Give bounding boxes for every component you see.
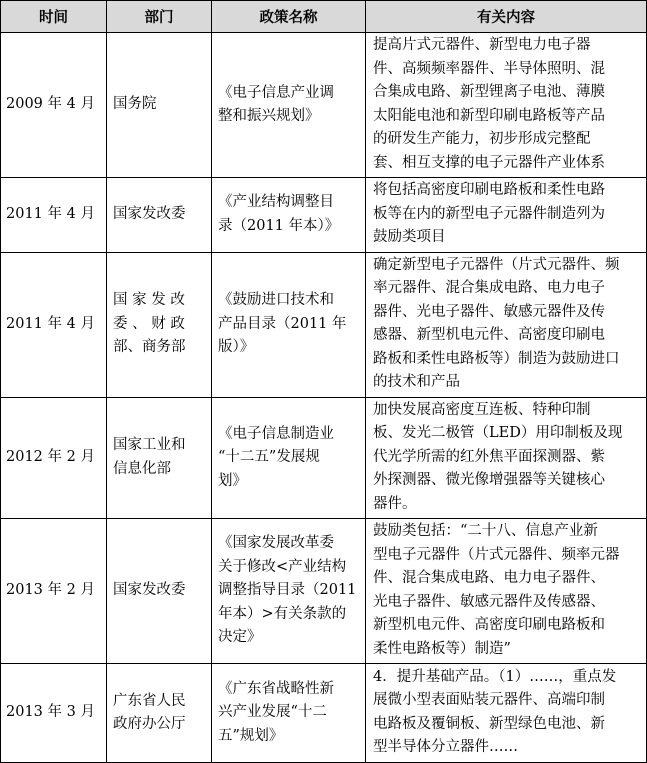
cell-department — [107, 178, 212, 253]
policy-line: 五”规划》 — [218, 727, 284, 744]
table-row — [1, 664, 647, 763]
content-line: 的技术和产品 — [373, 374, 460, 390]
table-row — [1, 252, 647, 397]
department-line: 政府办公厅 — [113, 716, 186, 732]
content-line: 代光学所需的红外焦平面探测器、紫 — [373, 448, 605, 465]
content-line: 新型机电元件、高密度印刷电路板和 — [373, 617, 605, 633]
header-department: 部门 — [107, 1, 212, 33]
cell-content — [366, 33, 647, 178]
cell-time: 2009 年 4 月 — [1, 33, 107, 178]
policy-line: 《电子信息制造业 — [218, 425, 334, 442]
cell-policy-name — [212, 664, 366, 763]
policy-line: 产品目录（2011 年 — [218, 315, 347, 332]
policy-line: 整和振兴规划》 — [218, 108, 320, 124]
header-row — [1, 1, 647, 33]
content-line: 器件。 — [373, 495, 417, 512]
content-line: 的研发生产能力，初步形成完整配 — [373, 131, 591, 147]
cell-time: 2013 年 3 月 — [1, 664, 107, 763]
content-line: 板等在内的新型电子元器件制造列为 — [373, 205, 605, 222]
content-line: 路板和柔性电路板等）制造为鼓励进口 — [373, 350, 620, 367]
cell-policy-name — [212, 178, 366, 253]
content-line: 套、相互支撑的电子元器件产业体系 — [373, 154, 605, 171]
department-line: 国 家 发 改 — [113, 292, 185, 309]
department-line: 委 、 财 政 — [113, 315, 185, 332]
content-line: 电路板及覆铜板、新型绿色电池、新 — [373, 715, 605, 732]
cell-department — [107, 664, 212, 763]
policy-line: 版）》 — [218, 339, 255, 356]
policy-line: 《国家发展改革委 — [218, 535, 334, 552]
policy-line: 划》 — [218, 472, 247, 489]
cell-content — [366, 519, 647, 664]
content-line: 将包括高密度印刷电路板和柔性电路 — [373, 182, 605, 198]
content-line: 型半导体分立器件…… — [373, 739, 518, 755]
policy-line: 年本）>有关条款的 — [218, 605, 347, 622]
cell-time: 2011 年 4 月 — [1, 252, 107, 397]
policy-line: 《鼓励进口技术和 — [218, 292, 334, 309]
cell-content — [366, 397, 647, 519]
content-line: 展微小型表面贴装元器件、高端印制 — [373, 692, 605, 708]
department-line: 国务院 — [113, 96, 157, 113]
header-time: 时间 — [1, 1, 107, 33]
content-line: 感器、新型机电元件、高密度印刷电 — [373, 327, 605, 343]
cell-policy-name — [212, 519, 366, 664]
cell-time: 2013 年 2 月 — [1, 519, 107, 664]
content-line: 光电子器件、敏感元器件及传感器、 — [373, 593, 605, 610]
content-line: 太阳能电池和新型印刷电路板等产品 — [373, 107, 605, 124]
policy-line: 关于修改<产业结构 — [218, 558, 347, 575]
cell-content — [366, 178, 647, 253]
header-related-content: 有关内容 — [366, 1, 647, 33]
cell-policy-name — [212, 33, 366, 178]
department-line: 广东省人民 — [113, 692, 186, 709]
table-row — [1, 519, 647, 664]
cell-department — [107, 397, 212, 519]
department-line: 信息化部 — [113, 460, 171, 477]
cell-content — [366, 664, 647, 763]
content-line: 件、混合集成电路、电力电子器件、 — [373, 570, 605, 586]
content-line: 件、高频频率器件、半导体照明、混 — [373, 60, 605, 77]
content-line: 提高片式元器件、新型电力电子器 — [373, 37, 591, 53]
content-line: 柔性电路板等）制造” — [373, 640, 511, 657]
policy-line: 《电子信息产业调 — [218, 84, 334, 101]
cell-department — [107, 252, 212, 397]
content-line: 板、发光二极管（LED）用印制板及现 — [373, 425, 623, 441]
cell-time: 2011 年 4 月 — [1, 178, 107, 253]
policy-line: 《广东省战略性新 — [218, 680, 334, 697]
cell-content — [366, 252, 647, 397]
header-policy-name: 政策名称 — [212, 1, 366, 33]
cell-department — [107, 519, 212, 664]
department-line: 部、商务部 — [113, 339, 186, 356]
content-line: 4．提升基础产品。（1）……，重点发 — [373, 668, 617, 685]
policy-line: 录（2011 年本）》 — [218, 217, 340, 234]
department-line: 国家工业和 — [113, 437, 186, 454]
policy-line: 调整指导目录（2011 — [218, 582, 357, 599]
cell-time: 2012 年 2 月 — [1, 397, 107, 519]
cell-department — [107, 33, 212, 178]
policy-line: 《产业结构调整目 — [218, 194, 334, 211]
cell-policy-name — [212, 252, 366, 397]
table-row — [1, 178, 647, 253]
table-row — [1, 397, 647, 519]
table-row — [1, 33, 647, 178]
content-line: 确定新型电子元器件（片式元器件、频 — [373, 256, 620, 273]
content-line: 鼓励类项目 — [373, 229, 446, 245]
policy-line: “十二五”发展规 — [218, 449, 320, 465]
department-line: 国家发改委 — [113, 582, 186, 599]
cell-policy-name — [212, 397, 366, 519]
content-line: 外探测器、微光像增强器等关键核心 — [373, 472, 605, 488]
department-line: 国家发改委 — [113, 206, 186, 222]
content-line: 鼓励类包括：“二十八、信息产业新 — [373, 523, 598, 539]
policy-line: 兴产业发展“十二 — [218, 704, 327, 721]
content-line: 器件、光电子器件、敏感元器件及传 — [373, 303, 605, 320]
policy-line: 决定》 — [218, 629, 262, 646]
content-line: 率元器件、混合集成电路、电力电子 — [373, 280, 605, 296]
content-line: 合集成电路、新型锂离子电池、薄膜 — [373, 84, 605, 100]
content-line: 型电子元器件（片式元器件、频率元器 — [373, 546, 620, 563]
content-line: 加快发展高密度互连板、特种印制 — [373, 401, 591, 418]
